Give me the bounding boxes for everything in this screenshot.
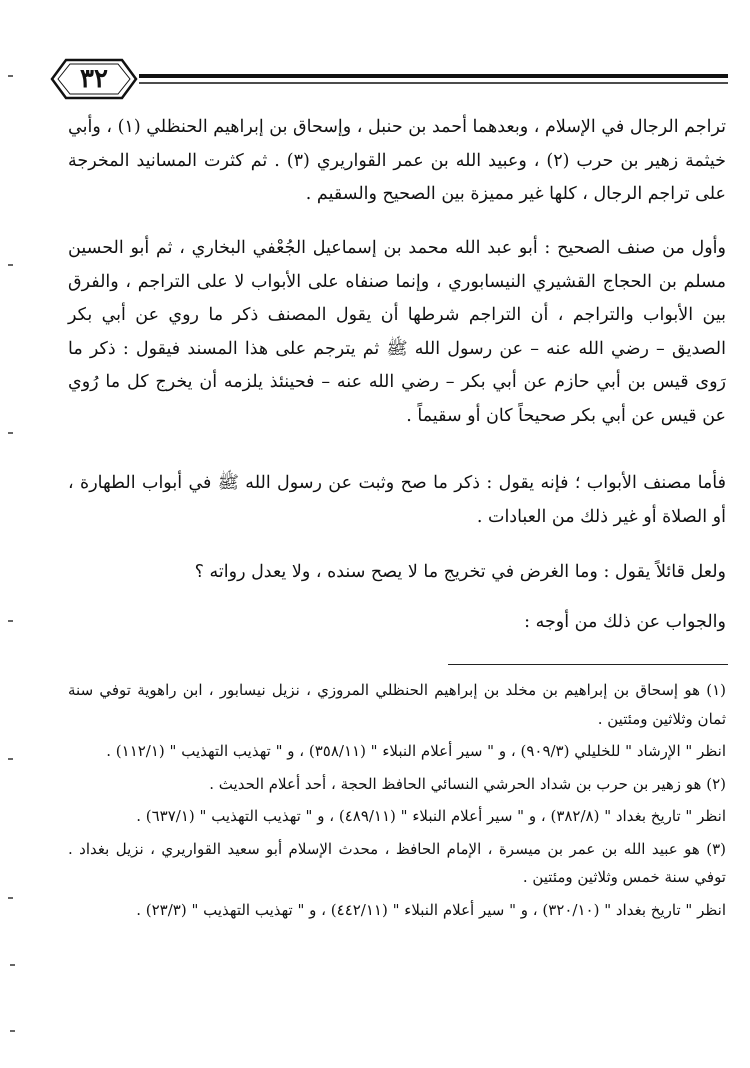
page-number: ٣٢	[80, 64, 108, 94]
footnote-separator	[448, 664, 728, 665]
footnotes	[68, 676, 726, 928]
footnote-2-reference: انظر " تاريخ بغداد " (٣٨٢/٨) ، و " سير أعلام النبلاء " (٤٨٩/١١) ، و " تهذيب التهذيب " (٦٣٧/١) .	[136, 807, 726, 825]
header-ornament	[44, 54, 728, 104]
footnote-3: (٣) هو عبيد الله بن عمر بن ميسرة ، الإمام الحافظ ، محدث الإسلام أبو سعيد القواريري ، نزيل بغداد . توفي سنة خمس وثلاثين ومئتين .	[68, 839, 726, 886]
footnote-1-reference: انظر " الإرشاد " للخليلي (٩٠٩/٣) ، و " سير أعلام النبلاء " (٣٥٨/١١) ، و " تهذيب التهذيب " (١١٢/١) .	[106, 742, 726, 760]
scan-mark	[8, 897, 13, 899]
page-header	[44, 54, 728, 104]
scan-mark	[8, 75, 13, 77]
paragraph-4: ولعل قائلاً يقول : وما الغرض في تخريج ما لا يصح سنده ، ولا يعدل رواته ؟	[194, 562, 726, 582]
scan-mark	[8, 620, 13, 622]
scan-mark	[10, 964, 15, 966]
paragraph-5: والجواب عن ذلك من أوجه :	[524, 612, 726, 632]
scan-mark	[8, 758, 13, 760]
scan-mark	[10, 1030, 15, 1032]
footnote-3-reference: انظر " تاريخ بغداد " (٣٢٠/١٠) ، و " سير أعلام النبلاء " (٤٤٢/١١) ، و " تهذيب التهذيب " (٢٣/٣) .	[136, 900, 726, 919]
footnote-2: (٢) هو زهير بن حرب بن شداد الحرشي النسائي الحافظ الحجة ، أحد أعلام الحديث .	[209, 774, 726, 793]
scan-mark	[8, 264, 13, 266]
paragraph-3: فأما مصنف الأبواب ؛ فإنه يقول : ذكر ما صح وثبت عن رسول الله ﷺ في أبواب الطهارة ، أو الصلاة أو غير ذلك من العبادات .	[68, 473, 726, 527]
scan-mark	[8, 432, 13, 434]
paragraph-1: تراجم الرجال في الإسلام ، وبعدهما أحمد بن حنبل ، وإسحاق بن إبراهيم الحنظلي (١) ، وأبي خيثمة زهير بن حرب (٢) ، وعبيد الله بن عمر القواريري (٣) . ثم كثرت المسانيد المخرجة على تراجم الرجال ، كلها غير مميزة بين الصحيح والسقيم .	[68, 117, 727, 204]
footnote-1: (١) هو إسحاق بن إبراهيم بن مخلد بن إبراهيم الحنظلي المروزي ، نزيل نيسابور ، ابن راهوية توفي سنة ثمان وثلاثين ومئتين .	[68, 681, 726, 728]
paragraph-2: وأول من صنف الصحيح : أبو عبد الله محمد بن إسماعيل الجُعْفي البخاري ، ثم أبو الحسين مسلم بن الحجاج القشيري النيسابوري ، وإنما صنفاه على الأبواب لا على التراجم ، والفرق بين الأبواب والتراجم ، أن التراجم شرطها أن يقول المصنف ذكر ما روي عن أبي بكر الصديق – رضي الله عنه – عن رسول الله ﷺ ثم يترجم على هذا المسند فيقول : ذكر ما رَوى قيس بن أبي حازم عن أبي بكر – رضي الله عنه – فحينئذ يلزمه أن يخرج كل ما رُوي عن قيس عن أبي بكر صحيحاً كان أو سقيماً .	[68, 238, 727, 426]
